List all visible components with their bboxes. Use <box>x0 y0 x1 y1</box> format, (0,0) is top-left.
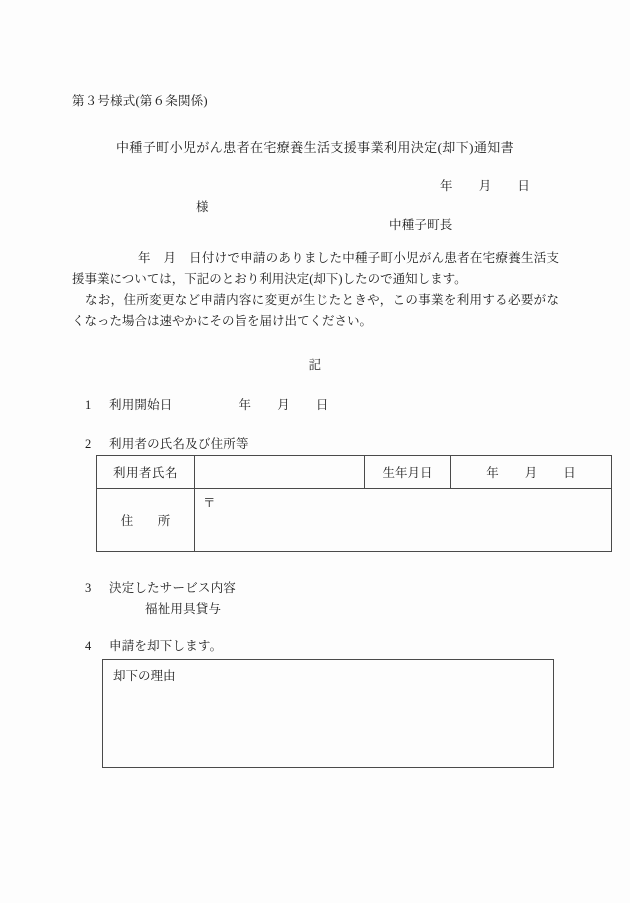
issue-date-month: 月 <box>478 179 492 193</box>
item-2-number: 2 <box>85 437 92 451</box>
user-info-table <box>96 455 612 552</box>
item-4-rejection <box>85 637 222 656</box>
issue-date-day: 日 <box>517 179 531 193</box>
item-4-label: 申請を却下します。 <box>109 639 223 653</box>
item-1-label: 利用開始日 <box>109 398 173 412</box>
dob-year: 年 <box>486 466 499 480</box>
document-title: 中種子町小児がん患者在宅療養生活支援事業利用決定(却下)通知書 <box>115 140 515 155</box>
item-2-label: 利用者の氏名及び住所等 <box>109 437 249 451</box>
cell-dob-value[interactable] <box>451 456 612 489</box>
cell-address-label: 住 所 <box>97 489 195 552</box>
rejection-reason-label: 却下の理由 <box>113 669 176 683</box>
table-row-name <box>97 456 612 489</box>
item-1-start-date <box>85 396 329 415</box>
cell-name-value[interactable] <box>195 456 365 489</box>
addressee-honorific: 様 <box>196 200 209 214</box>
issue-date-year: 年 <box>440 179 453 193</box>
item-2-user-info <box>85 435 249 454</box>
dob-day: 日 <box>563 466 576 480</box>
item-1-number: 1 <box>85 398 92 412</box>
form-number: 第３号様式(第６条関係) <box>72 94 208 108</box>
item-3-number: 3 <box>85 581 92 595</box>
item-1-day: 日 <box>315 398 329 412</box>
item-3-label: 決定したサービス内容 <box>109 581 237 595</box>
issue-date-line <box>440 177 530 196</box>
item-3-service-value: 福祉用具貸与 <box>145 602 222 616</box>
cell-dob-label: 生年月日 <box>365 456 451 489</box>
cell-name-label: 利用者氏名 <box>97 456 195 489</box>
cell-address-value[interactable] <box>195 489 612 552</box>
item-4-number: 4 <box>85 639 92 653</box>
body-paragraph-1: 年 月 日付けで申請のありました中種子町小児がん患者在宅療養生活支援事業については，下記のとおり利用決定(却下)したので通知します。 <box>72 251 559 286</box>
ki-marker: 記 <box>308 358 322 372</box>
body-paragraph-2: なお，住所変更など申請内容に変更が生じたときや，この事業を利用する必要がなくなった場合は速やかにその旨を届け出てください。 <box>72 293 559 328</box>
item-1-year: 年 <box>238 398 252 412</box>
postal-mark-icon: 〒 <box>203 496 216 510</box>
rejection-reason-box[interactable] <box>102 659 554 768</box>
item-1-month: 月 <box>277 398 290 412</box>
dob-month: 月 <box>524 466 538 480</box>
item-3-service-content <box>85 579 236 598</box>
table-row-address <box>97 489 612 552</box>
issuer-name: 中種子町長 <box>389 218 453 232</box>
